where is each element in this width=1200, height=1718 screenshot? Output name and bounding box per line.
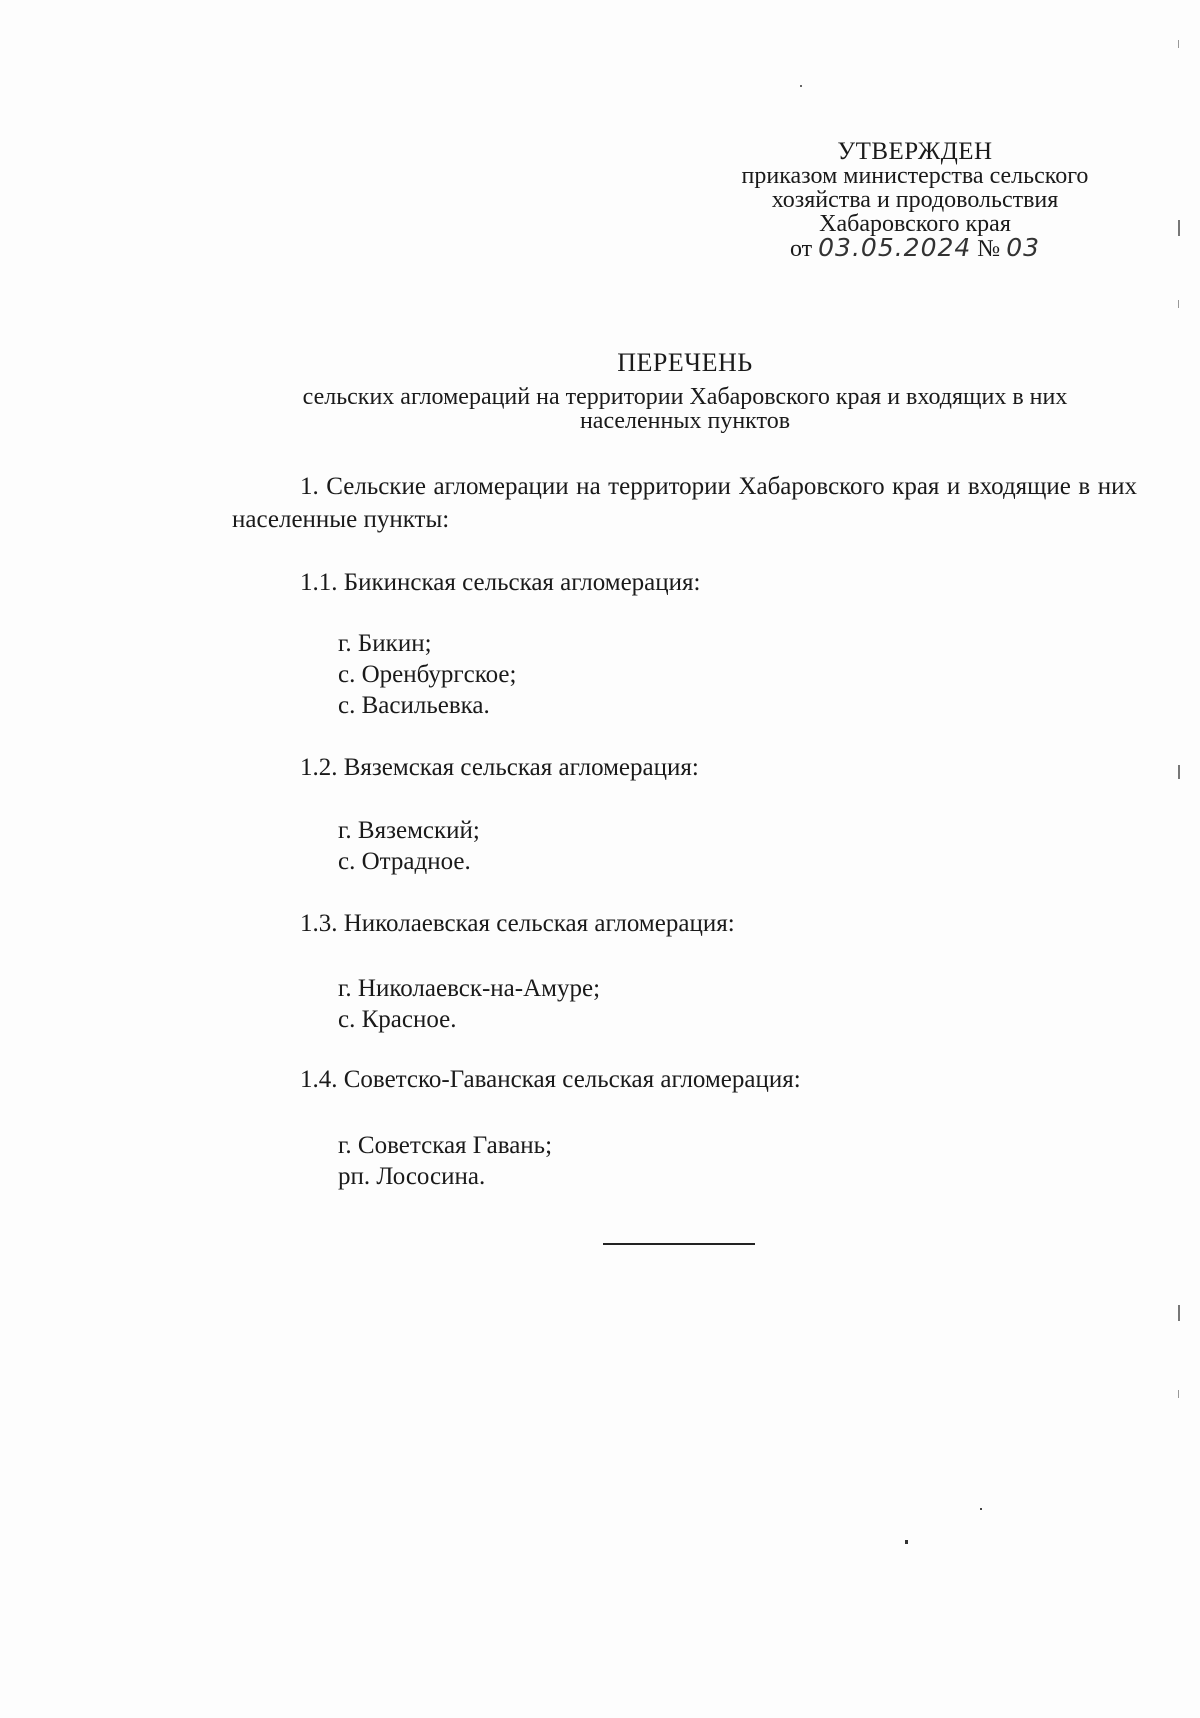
places-list-vyazemsky [338,815,480,877]
approval-line-2: хозяйства и продовольствия [771,187,1059,213]
section-title-bikin: 1.1. Бикинская сельская агломерация: [300,569,701,596]
approval-heading: УТВЕРЖДЕН [837,138,993,165]
scan-speck [905,1540,908,1544]
subtitle-line-1: сельских агломераций на территории Хабаровского края и входящих в них [302,384,1068,410]
handwritten-date: 03.05.2024 [818,233,972,262]
document-subtitle [240,385,1130,433]
list-item: с. Красное. [338,1006,457,1033]
scan-speck [800,85,802,87]
approval-line-3: Хабаровского края [819,211,1011,237]
list-item: г. Вяземский; [338,817,480,844]
list-item: г. Бикин; [338,630,432,657]
section-title-nikolaevsk: 1.3. Николаевская сельская агломерация: [300,910,735,937]
scan-speck [980,1508,982,1510]
list-item: с. Васильевка. [338,692,490,719]
approval-date-line [700,233,1130,262]
places-list-nikolaevsk [338,973,600,1035]
handwritten-number: 03 [1006,233,1041,262]
scan-speck [1178,765,1180,779]
scan-speck [1178,40,1179,48]
list-item: г. Николаевск-на-Амуре; [338,975,601,1002]
end-divider [603,1243,755,1245]
list-item: г. Советская Гавань; [338,1132,553,1159]
list-item: с. Оренбургское; [338,661,517,688]
approval-block [700,140,1130,261]
date-prefix: от [789,236,813,262]
number-prefix: № [977,236,1001,262]
intro-paragraph: 1. Сельские агломерации на территории Хабаровского края и входящие в них населенные пункты: [232,473,1137,533]
document-title: ПЕРЕЧЕНЬ [617,348,753,377]
section-title-sovgavan: 1.4. Советско-Гаванская сельская агломерация: [300,1066,801,1093]
section-title-vyazemsky: 1.2. Вяземская сельская агломерация: [300,754,699,781]
scan-speck [1178,220,1180,236]
scan-speck [1178,1305,1180,1321]
scan-speck [1178,1390,1179,1398]
list-item: с. Отрадное. [338,848,471,875]
subtitle-line-2: населенных пунктов [579,408,791,434]
list-item: рп. Лососина. [338,1163,486,1190]
places-list-bikin [338,628,516,721]
scan-speck [1178,300,1179,308]
approval-line-1: приказом министерства сельского [741,163,1089,189]
places-list-sovgavan [338,1130,552,1192]
